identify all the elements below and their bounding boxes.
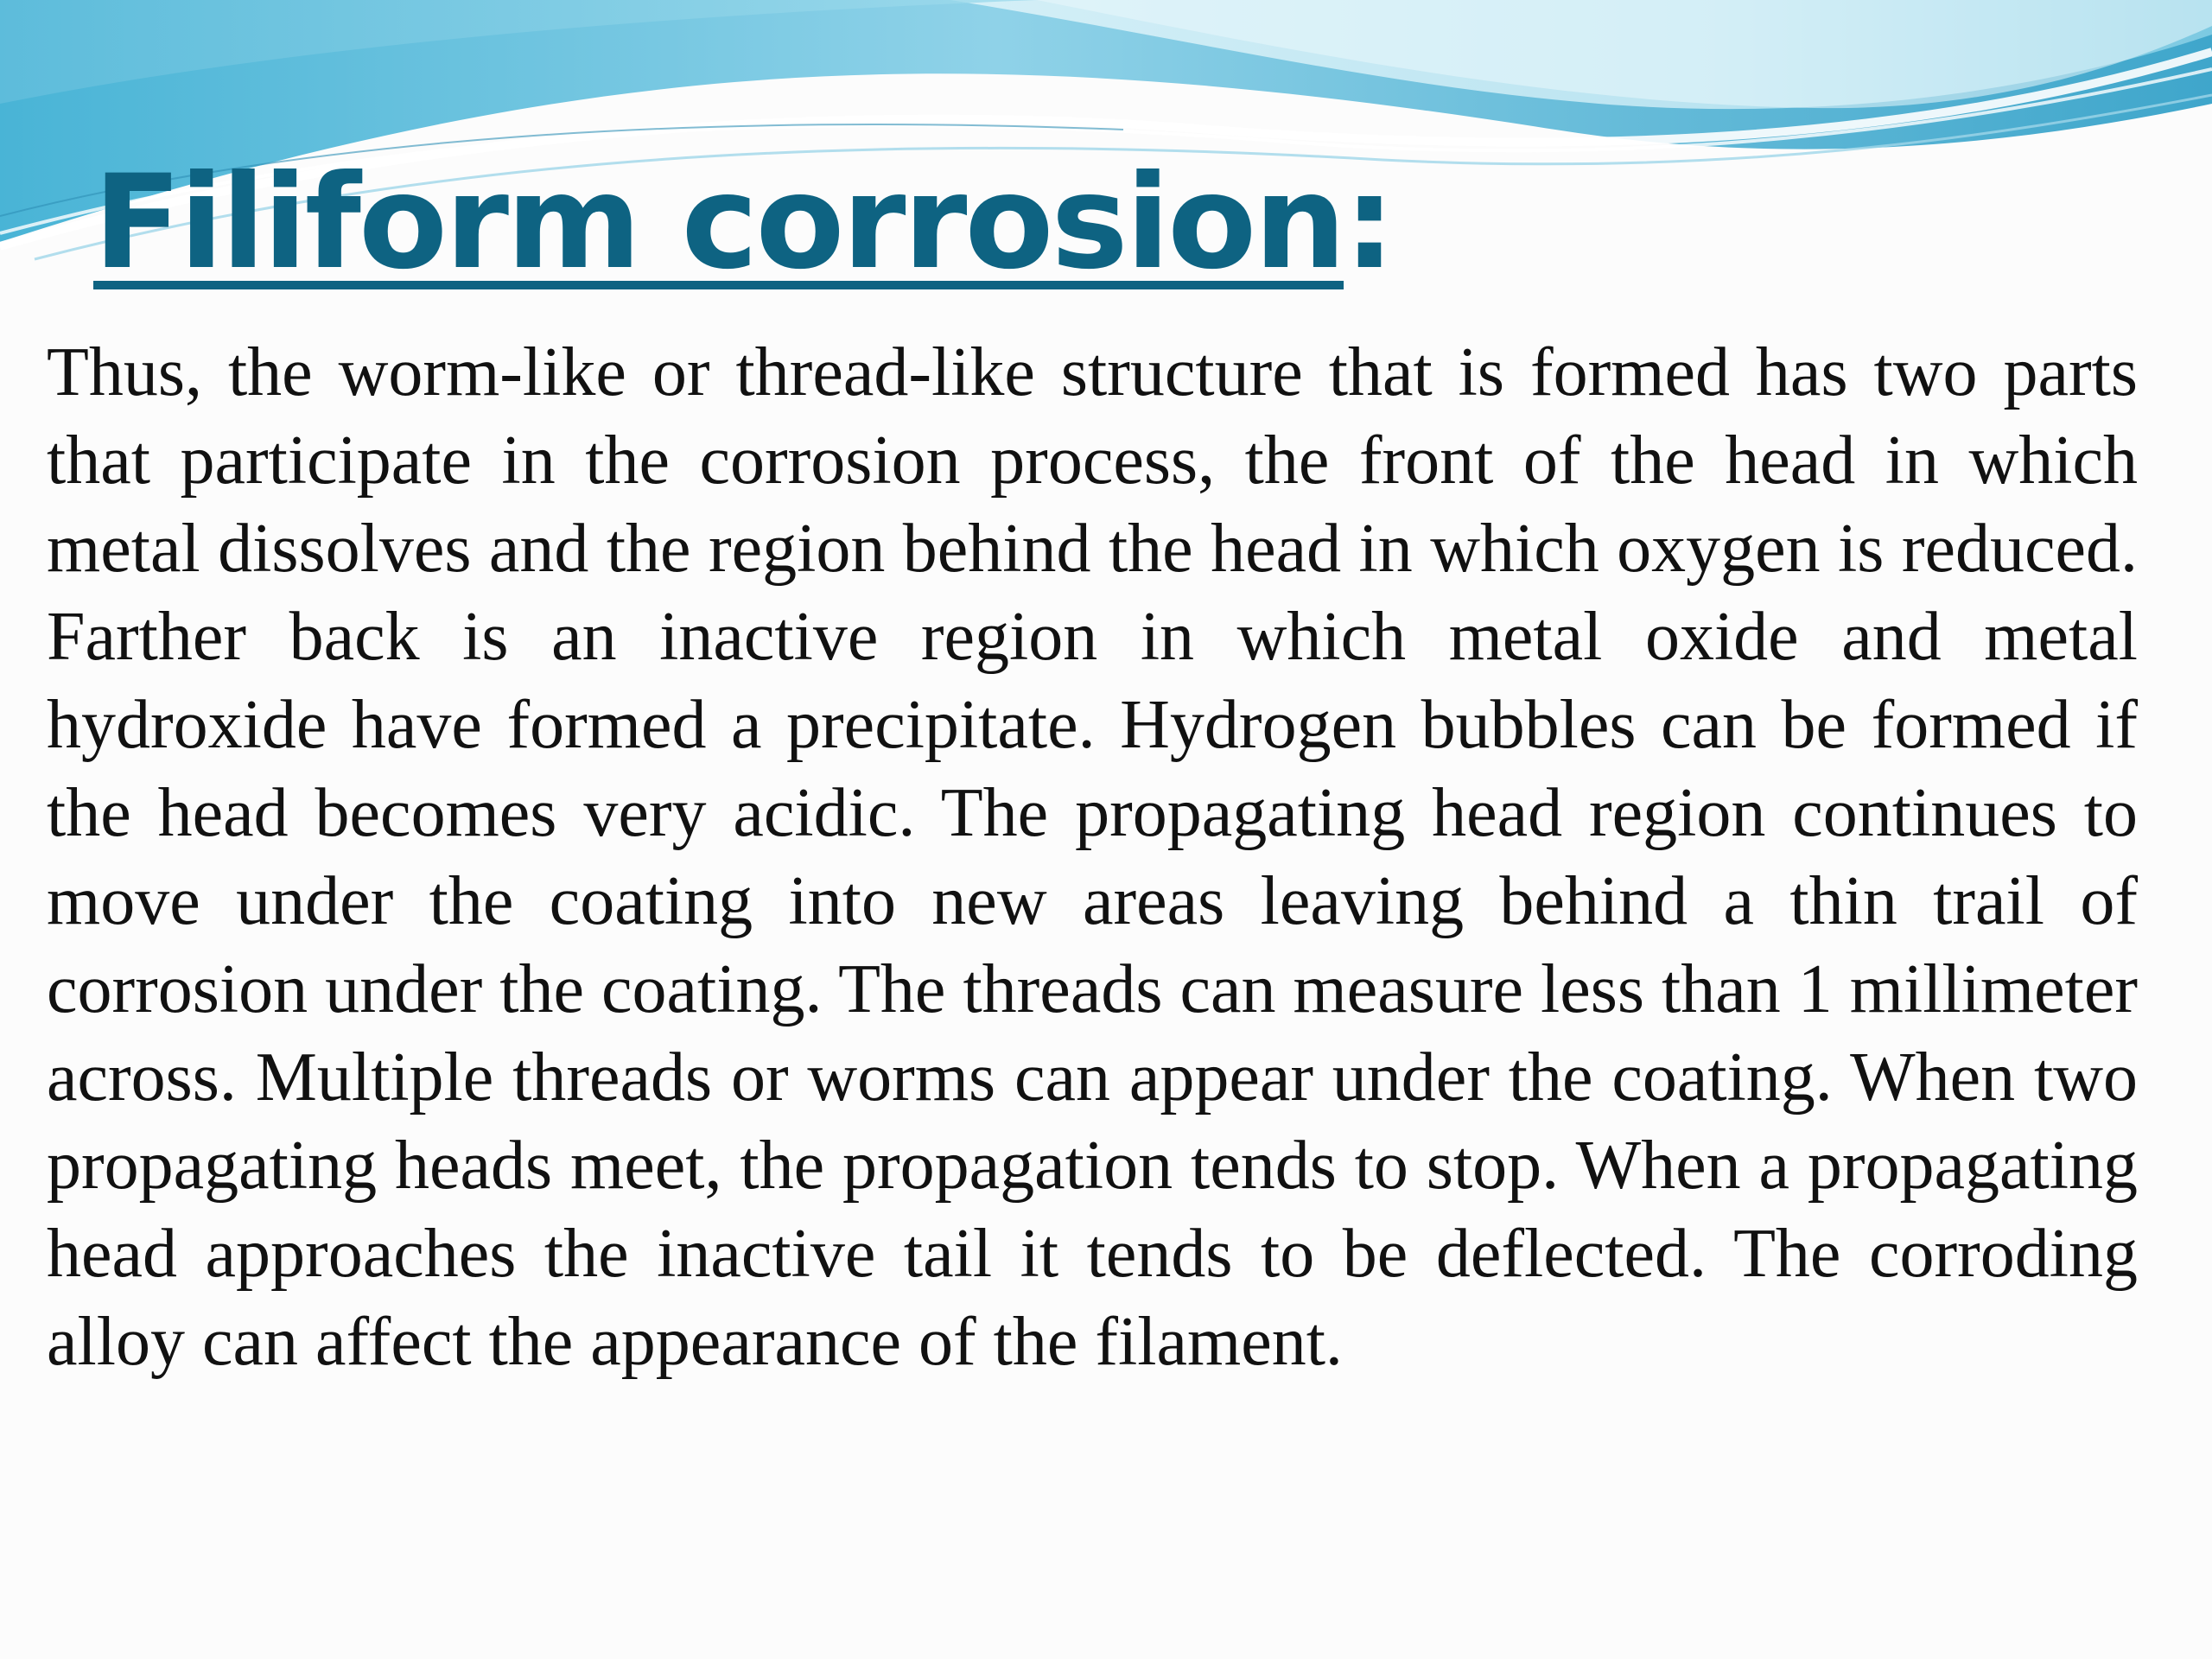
slide-title-text: Filiform corrosion bbox=[93, 148, 1344, 298]
slide-title bbox=[93, 145, 1393, 301]
slide-title-colon: : bbox=[1344, 148, 1394, 298]
slide-body-paragraph: Thus, the worm-like or thread-like structure that is formed has two parts that participate in the corrosion process, the front of the head in which metal dissolves and the region behind the head in which oxygen is reduced. Farther back is an inactive region in which metal oxide and metal hydroxide have formed a precipitate. Hydrogen bubbles can be formed if the head becomes very acidic. The propagating head region continues to move under the coating into new areas leaving behind a thin trail of corrosion under the coating. The threads can measure less than 1 millimeter across. Multiple threads or worms can appear under the coating. When two propagating heads meet, the propagation tends to stop. When a propagating head approaches the inactive tail it tends to be deflected. The corroding alloy can affect the appearance of the filament. bbox=[47, 334, 2138, 1380]
